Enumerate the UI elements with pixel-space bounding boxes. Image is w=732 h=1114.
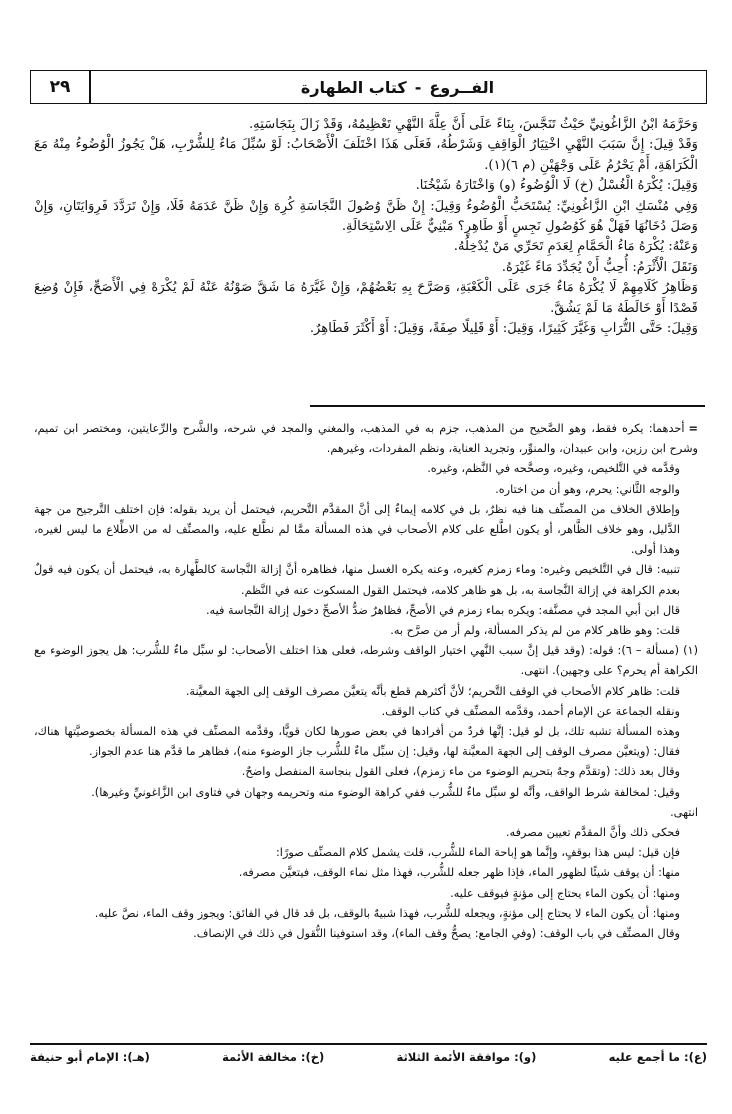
main-paragraph: وَعَنْهُ: يُكْرَهُ مَاءُ الْحَمَّامِ لِعَدَمِ تَحَرِّي مَنْ يُدْخِلُهُ. (453, 239, 698, 255)
legend-item: (هـ): الإمام أبو حنيفة (30, 1050, 150, 1064)
main-paragraph: وَظَاهِرُ كَلَامِهِمْ لَا يُكْرَهُ مَاءٌ جَرَى عَلَى الْكَعْبَةِ، وَصَرَّحَ بِهِ بَعْضُهُمْ، وَإِنْ غَيَّرَهُ مَا شَقَّ صَوْنُهُ عَنْهُ لَمْ يُكْرَهْ فِي الْأَصَحِّ، فَإِنْ وُضِعَ قَصْدًا أَوْ خَالَطَهُ مَا لَمْ يَشُقَّ. (34, 280, 698, 316)
legend-item: (ع): ما أجمع عليه (608, 1050, 707, 1064)
page-header (30, 70, 707, 104)
footnote-paragraph: ونقله الجماعة عن الإمام أحمد، وقدَّمه المصنِّف في كتاب الوقف. (381, 704, 680, 718)
legend-separator (30, 1043, 707, 1045)
footnotes (34, 419, 698, 944)
running-title (89, 71, 706, 103)
main-paragraph: وَحَرَّمَهُ ابْنُ الزَّاغُونِيِّ حَيْثُ تَنَجَّسَ، بِنَاءً عَلَى أَنَّ عِلَّةَ النَّهْيِ تَعْظِيمُهُ، وَقَدْ زَالَ بِنَجَاسَتِهِ. (248, 117, 698, 132)
footnote-paragraph: وهذه المسألة تشبه تلك، بل لو قيل: إنَّها فردٌ من أفرادها في بعض صورها لكان قويًّا، وقدَّمه المصنِّف في هذه المسألة بخصوصيَّتها هناك، فقال: (ويتعيَّن مصرف الوقف إلى الجهة المعيَّنة لها، وقيل: إن سبِّل ماءٌ للشُّرب جاز الوضوء منه)، فظاهر ما قدَّم هنا عدم الجواز. (34, 725, 680, 759)
footnote-paragraph: وقال المصنِّف في باب الوقف: (وفي الجامع: يصحُّ وقف الماء)، وقد استوفينا النُّقول في ذلك في الإنصاف. (193, 927, 680, 941)
footnote-paragraph: (١) (مسألة – ٦): قوله: (وقد قيل إنَّ سبب النَّهي اختيار الواقف وشرطه، فعلى هذا اختلف الأصحاب: لو سبِّل ماءٌ للشُّرب: هل يجوز الوضوء مع الكراهة أم يحرم؟ على وجهين). انتهى. (34, 644, 698, 678)
footnote-paragraph: وإطلاق الخلاف من المصنِّف هنا فيه نظرٌ، بل في كلامه إيماءٌ إلى أنَّ المقدَّم التَّحريم، فيحتمل أن يريد بقوله: فإن اختلف التَّرجيح من جهة الدَّليل، وهو خلاف الظَّاهر، أو يكون اطَّلع على كلام الأصحاب في هذه المسألة ممَّا لم نطَّلع عليه، والمصنِّف له من الاطِّلاع ما ليس لغيره، وهذا أولى. (34, 502, 680, 557)
footnote-paragraph: قلت: وهو ظاهر كلام من لم يذكر المسألة، ولم أر من صرَّح به. (390, 624, 680, 638)
footnote-paragraph (34, 419, 698, 459)
footnote-paragraph: ومنها: أن يكون الماء يحتاج إلى مؤنةٍ فيوقف عليه. (450, 886, 680, 900)
main-paragraph: وَنَقَلَ الْأَثْرَمُ: أُحِبُّ أَنْ يُجَدِّدَ مَاءً غَيْرَهُ. (501, 259, 698, 275)
main-paragraph: وَقَدْ قِيلَ: إِنَّ سَبَبَ النَّهْيِ اخْتِيَارُ الْوَاقِفِ وَشَرْطُهُ، فَعَلَى هَذَا اخْتَلَفَ الْأَصْحَابُ: لَوْ سُبِّلَ مَاءٌ لِلشُّرْبِ، هَلْ يَجُوزُ الْوُضُوءُ مِنْهُ مَعَ الْكَرَاهَةِ، أَمْ يَحْرُمُ عَلَى وَجْهَيْنِ (م ٦)(١). (34, 137, 698, 173)
footnote-separator (310, 405, 705, 407)
footnote-paragraph: انتهى. (670, 805, 698, 819)
symbol-legend (30, 1046, 707, 1068)
main-paragraph: وَفِي مُنْسَكِ ابْنِ الزَّاغُونِيِّ: يُسْتَحَبُّ الْوُضُوءُ وَقِيلَ: إِنْ ظَنَّ وُصُولَ النَّجَاسَةِ كُرِهَ وَإِنْ ظَنَّ عَدَمَهُ فَلَا، وَإِنْ تَرَدَّدَ فَرِوَايَتَانِ، وَإِنْ وَصَلَ دُخَانُهَا فَهَلْ هُوَ كَوُصُولِ نَجِسٍ أَوْ طَاهِرٍ؟ مَبْنِيٌّ عَلَى الِاسْتِحَالَةِ. (34, 198, 698, 235)
footnote-text: أحدهما: يكره فقط، وهو الصَّحيح من المذهب، جزم به في المذهب، والمغني والمجد في شرحه، والشَّرح والرِّعايتين، ومختصر ابن تميم، وشرح ابن رزين، وابن عبيدان، والمنوِّر، وتجريد العناية، ونظم المفردات، وغيرهم. (34, 422, 698, 456)
footnote-paragraph: فحكى ذلك وأنَّ المقدَّم تعيين مصرفه. (505, 826, 680, 840)
legend-item: (خ): مخالفة الأئمة (222, 1050, 325, 1064)
footnote-paragraph: قال ابن أبي المجد في مصنَّفه: ويكره بماء زمزم في الأصحِّ، فظاهرٌ ضدُّ الأصحِّ دخول إزالة النَّجاسة فيه. (205, 603, 680, 617)
book-title: كتاب الطهارة (300, 77, 407, 97)
main-paragraph: وَقِيلَ: حَتَّى التُّرَابِ وَغَيَّرَ كَثِيرًا، وَقِيلَ: أَوْ قَلِيلًا صِفَةً، وَقِيلَ: أَوْ أَكْثَرَ فَطَاهِرٌ. (309, 321, 698, 337)
main-paragraph: وَقِيلَ: يُكْرَهُ الْغُسْلُ (خ) لَا الْوُضُوءُ (و) وَاخْتَارَهُ شَيْخُنَا. (415, 178, 698, 194)
footnote-paragraph: والوجه الثَّاني: يحرم، وهو أن من اختاره. (495, 482, 680, 496)
footnote-paragraph: وقيل: لمخالفة شرط الواقف، وأنَّه لو سبِّل ماءٌ للشُّرب ففي كراهة الوضوء منه وتحريمه وجهان في فتاوى ابن الزَّاغونيِّ وغيرها). (91, 785, 680, 799)
footnote-paragraph: ومنها: أن يكون الماء لا يحتاج إلى مؤنةٍ، ويجعله للشُّرب، فهذا شبيهٌ بالوقف، بل قد قال في الفائق: ويجوز وقف الماء، نصَّ عليه. (94, 906, 680, 920)
continuation-marker: = (688, 422, 698, 435)
page-number: ٢٩ (49, 77, 71, 97)
footnote-paragraph: قلت: ظاهر كلام الأصحاب في الوقف التَّحريم؛ لأنَّ أكثرهم قطع بأنَّه يتعيَّن مصرف الوقف إلى الجهة المعيَّنة. (185, 684, 680, 698)
title-separator: - (414, 77, 422, 97)
footnote-paragraph: فإن قيل: ليس هذا بوقفٍ، وإنَّما هو إباحة الماء للشُّرب، قلت يشمل كلام المصنِّف صورًا: (276, 846, 680, 860)
main-text (34, 115, 698, 339)
legend-item: (و): موافقة الأئمة الثلاثة (396, 1050, 537, 1064)
footnote-paragraph: تنبيه: قال في التَّلخيص وغيره: وماء زمزم كغيره، وعنه يكره الغسل منها، فظاهره أنَّ إزالة النَّجاسة كالطَّهارة به، فيحتمل أن يكون فيه قولٌ بعدم الكراهة في إزالة النَّجاسة به، بل هو ظاهر كلامه، فيحتمل القول المسكوت عنه في النَّظم. (34, 563, 680, 597)
footnote-paragraph: وقدَّمه في التَّلخيص، وغيره، وصحَّحه في النَّظم، وغيره. (427, 462, 680, 476)
footnote-paragraph: وقال بعد ذلك: (وتقدَّم وجهٌ بتحريم الوضوء من ماء زمزم)، فعلى القول بنجاسة المنفصل واضحٌ. (241, 765, 680, 779)
footnote-paragraph: منها: أن يوقف شيئًا لظهور الماء، فإذا ظهر جعله للشُّرب، فهذا مثل نماء الوقف، فيتعيَّن مصرفه. (238, 866, 680, 880)
section-title: الفــروع (429, 77, 495, 97)
